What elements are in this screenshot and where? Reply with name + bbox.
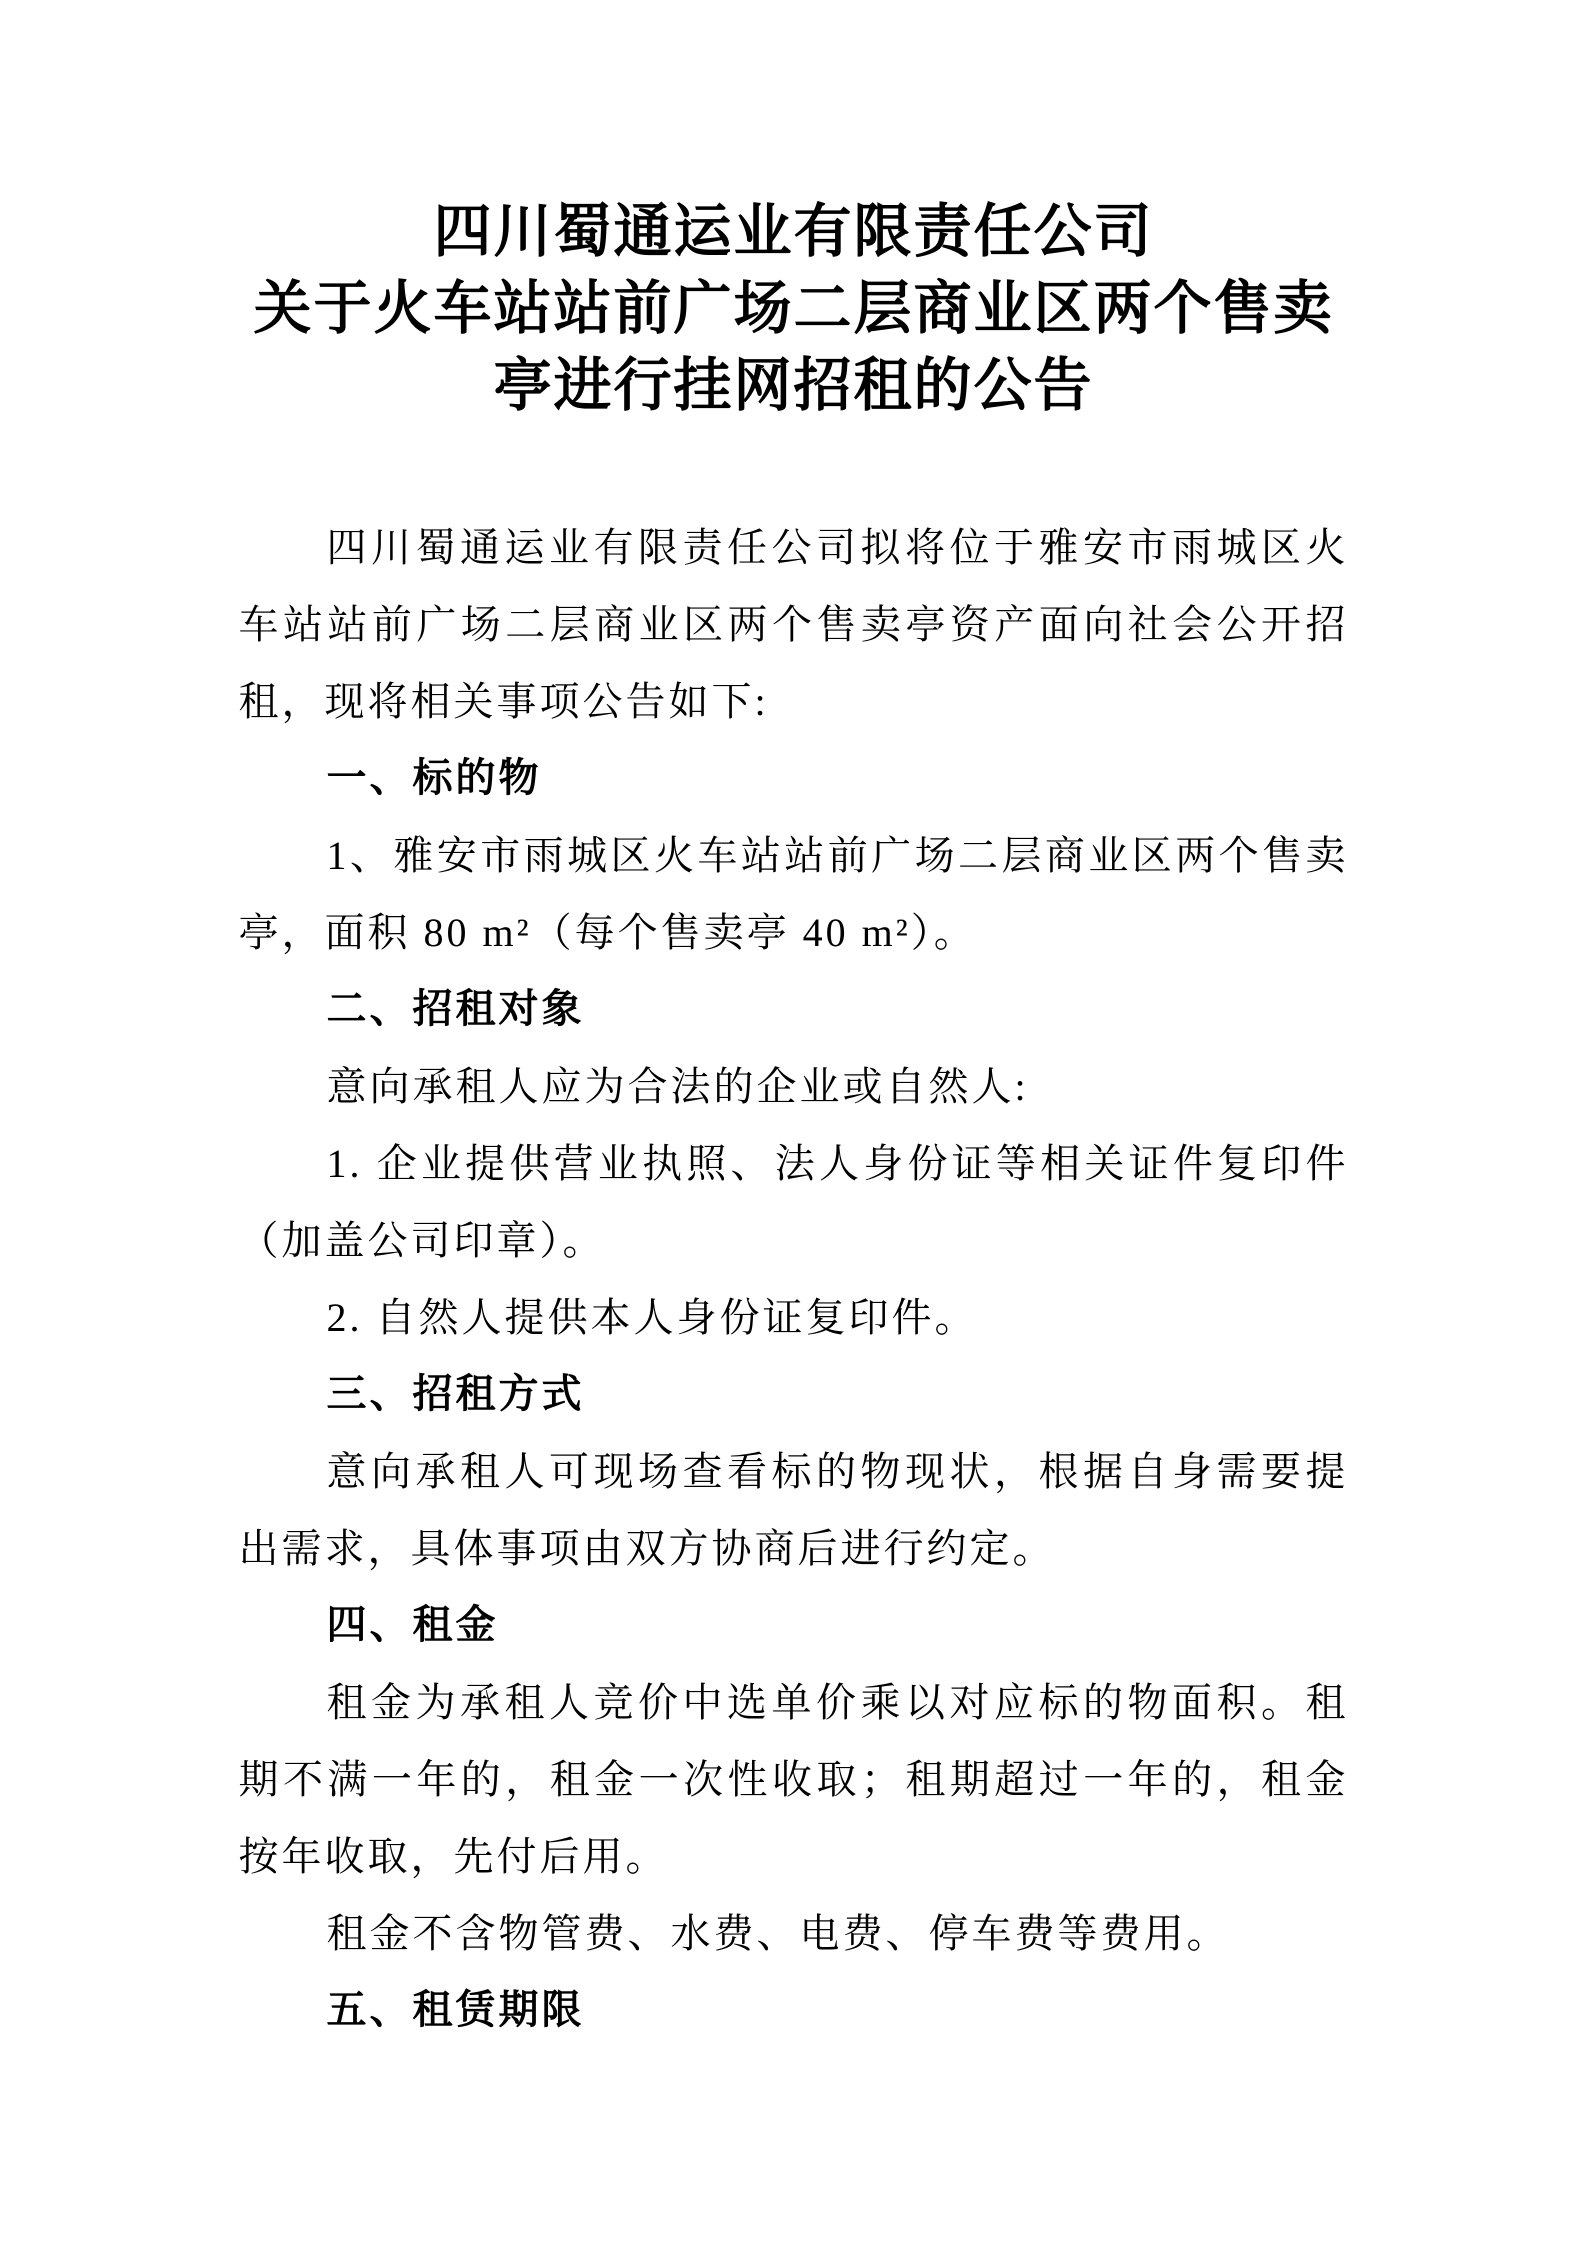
- heading-subject-matter: 一、标的物: [326, 756, 542, 800]
- heading-lease-term: 五、租赁期限: [326, 1988, 585, 2032]
- paragraph-intro: 四川蜀通运业有限责任公司拟将位于雅安市雨城区火车站站前广场二层商业区两个售卖亭资产面向社会公开招租，现将相关事项公告如下:: [238, 525, 1349, 724]
- document-title-line-2: 关于火车站站前广场二层商业区两个售卖: [253, 276, 1334, 341]
- document-title-line-1: 四川蜀通运业有限责任公司: [433, 199, 1154, 264]
- document-title-line-3: 亭进行挂网招租的公告: [493, 353, 1094, 418]
- paragraph-rent-exclusions: 租金不含物管费、水费、电费、停车费等费用。: [326, 1911, 1230, 1956]
- paragraph-leasing-method: 意向承租人可现场查看标的物现状，根据自身需要提出需求，具体事项由双方协商后进行约定。: [238, 1449, 1349, 1571]
- document-body: [239, 509, 1349, 2049]
- paragraph-individual-documents: 2. 自然人提供本人身份证复印件。: [326, 1295, 978, 1340]
- heading-rent: 四、租金: [326, 1603, 499, 1647]
- heading-leasing-method: 三、招租方式: [326, 1372, 585, 1416]
- paragraph-tenant-requirement: 意向承租人应为合法的企业或自然人:: [326, 1064, 1029, 1109]
- paragraph-subject-detail: 1、雅安市雨城区火车站站前广场二层商业区两个售卖亭，面积 80 m²（每个售卖亭 40 m²）。: [238, 833, 1349, 955]
- document-title: [0, 193, 1587, 424]
- heading-target-tenants: 二、招租对象: [326, 987, 585, 1031]
- paragraph-enterprise-documents: 1. 企业提供营业执照、法人身份证等相关证件复印件（加盖公司印章）。: [238, 1141, 1349, 1263]
- paragraph-rent-calculation: 租金为承租人竞价中选单价乘以对应标的物面积。租期不满一年的，租金一次性收取；租期超过一年的，租金按年收取，先付后用。: [238, 1680, 1349, 1879]
